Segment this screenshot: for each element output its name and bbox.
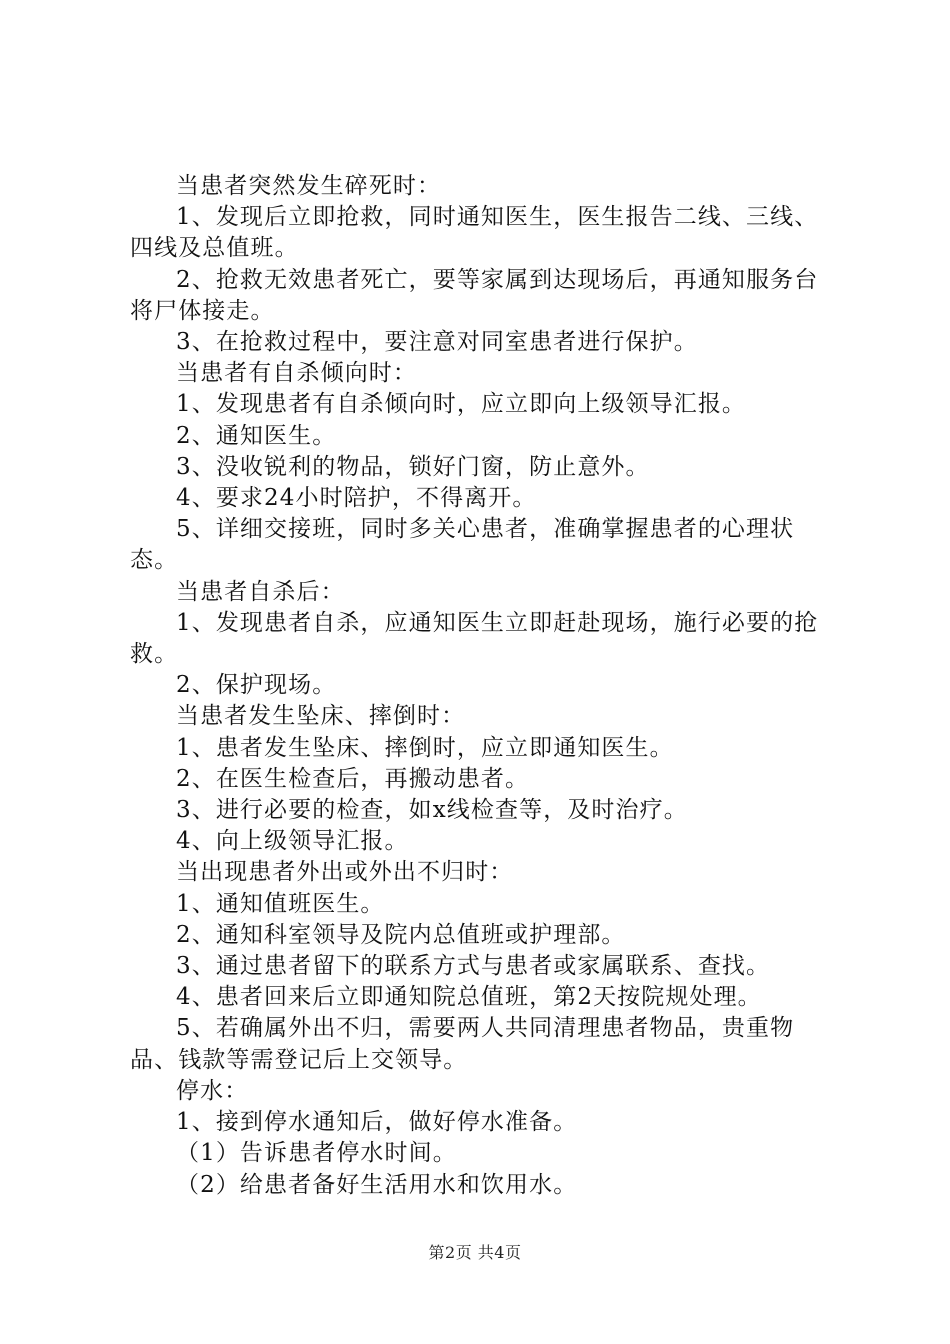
paragraph: 5、详细交接班，同时多关心患者，准确掌握患者的心理状态。 <box>130 516 795 574</box>
paragraph: （2）给患者备好生活用水和饮用水。 <box>176 1171 578 1198</box>
section-heading-after-suicide: 当患者自杀后： <box>176 578 345 605</box>
page-footer: 第2页 共4页 <box>428 1243 522 1262</box>
section-heading-patient-absent: 当出现患者外出或外出不归时： <box>176 859 514 886</box>
paragraph: 4、患者回来后立即通知院总值班，第2天按院规处理。 <box>176 984 762 1011</box>
paragraph: 2、在医生检查后，再搬动患者。 <box>176 765 530 792</box>
paragraph: （1）告诉患者停水时间。 <box>176 1140 457 1167</box>
paragraph: 2、通知科室领导及院内总值班或护理部。 <box>176 921 626 948</box>
section-heading-water-outage: 停水： <box>176 1077 249 1104</box>
paragraph: 5、若确属外出不归，需要两人共同清理患者物品，贵重物品、钱款等需登记后上交领导。 <box>130 1015 795 1073</box>
paragraph: 3、进行必要的检查，如x线检查等，及时治疗。 <box>176 797 688 824</box>
paragraph: 1、接到停水通知后，做好停水准备。 <box>176 1109 578 1136</box>
document-body <box>130 171 842 1201</box>
paragraph: 3、没收锐利的物品，锁好门窗，防止意外。 <box>176 453 650 480</box>
paragraph: 3、在抢救过程中，要注意对同室患者进行保护。 <box>176 329 698 356</box>
paragraph: 1、发现患者自杀，应通知医生立即赶赴现场，施行必要的抢救。 <box>130 609 819 668</box>
paragraph: 1、发现患者有自杀倾向时，应立即向上级领导汇报。 <box>176 391 747 418</box>
paragraph: 3、通过患者留下的联系方式与患者或家属联系、查找。 <box>176 953 771 980</box>
paragraph: 4、要求24小时陪护，不得离开。 <box>176 485 537 512</box>
section-heading-suicide-tendency: 当患者有自杀倾向时： <box>176 360 417 387</box>
paragraph: 1、通知值班医生。 <box>176 890 385 917</box>
section-heading-fall: 当患者发生坠床、摔倒时： <box>176 703 466 730</box>
paragraph: 2、抢救无效患者死亡，要等家属到达现场后，再通知服务台将尸体接走。 <box>130 266 819 324</box>
paragraph: 4、向上级领导汇报。 <box>176 828 409 855</box>
paragraph: 1、发现后立即抢救，同时通知医生，医生报告二线、三线、四线及总值班。 <box>130 204 819 262</box>
paragraph: 2、保护现场。 <box>176 672 337 699</box>
paragraph: 1、患者发生坠床、摔倒时，应立即通知医生。 <box>176 734 674 761</box>
section-heading-sudden-death: 当患者突然发生碎死时： <box>176 173 442 199</box>
paragraph: 2、通知医生。 <box>176 422 337 449</box>
